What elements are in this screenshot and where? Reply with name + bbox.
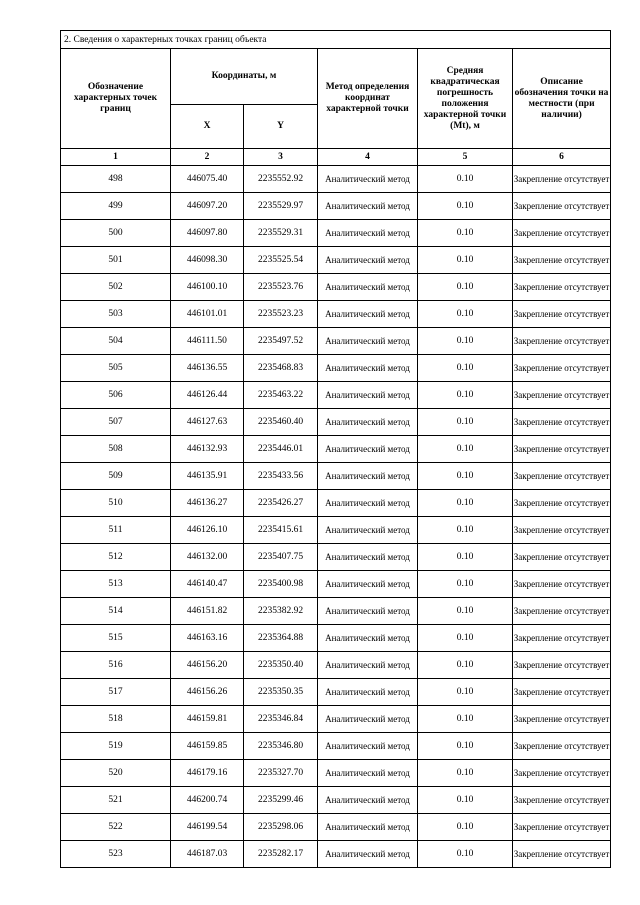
cell-method: Аналитический метод	[318, 247, 418, 274]
table-row	[61, 733, 611, 760]
cell-method: Аналитический метод	[318, 706, 418, 733]
cell-x: 446132.00	[171, 544, 244, 571]
table-row	[61, 706, 611, 733]
table-row	[61, 760, 611, 787]
cell-error: 0.10	[418, 625, 513, 652]
cell-description: Закрепление отсутствует	[513, 787, 611, 814]
cell-description: Закрепление отсутствует	[513, 571, 611, 598]
cell-y: 2235460.40	[244, 409, 318, 436]
cell-method: Аналитический метод	[318, 355, 418, 382]
document-page	[60, 30, 610, 868]
cell-point: 498	[61, 166, 171, 193]
cell-point: 520	[61, 760, 171, 787]
table-row	[61, 463, 611, 490]
cell-y: 2235468.83	[244, 355, 318, 382]
cell-y: 2235529.97	[244, 193, 318, 220]
boundary-points-table	[60, 30, 611, 868]
cell-point: 523	[61, 841, 171, 868]
cell-x: 446179.16	[171, 760, 244, 787]
cell-point: 512	[61, 544, 171, 571]
column-number: 1	[61, 149, 171, 166]
cell-error: 0.10	[418, 166, 513, 193]
cell-point: 517	[61, 679, 171, 706]
cell-description: Закрепление отсутствует	[513, 814, 611, 841]
table-row	[61, 436, 611, 463]
table-row	[61, 247, 611, 274]
cell-point: 508	[61, 436, 171, 463]
cell-x: 446187.03	[171, 841, 244, 868]
cell-point: 511	[61, 517, 171, 544]
table-caption: 2. Сведения о характерных точках границ объекта	[61, 31, 611, 49]
cell-error: 0.10	[418, 841, 513, 868]
cell-error: 0.10	[418, 463, 513, 490]
cell-error: 0.10	[418, 382, 513, 409]
cell-y: 2235525.54	[244, 247, 318, 274]
cell-description: Закрепление отсутствует	[513, 463, 611, 490]
cell-description: Закрепление отсутствует	[513, 247, 611, 274]
cell-x: 446075.40	[171, 166, 244, 193]
cell-point: 504	[61, 328, 171, 355]
table-row	[61, 166, 611, 193]
cell-x: 446136.27	[171, 490, 244, 517]
cell-method: Аналитический метод	[318, 166, 418, 193]
header-point: Обозначение характерных точек границ	[61, 49, 171, 149]
cell-description: Закрепление отсутствует	[513, 382, 611, 409]
cell-point: 519	[61, 733, 171, 760]
cell-method: Аналитический метод	[318, 679, 418, 706]
cell-error: 0.10	[418, 814, 513, 841]
column-number: 3	[244, 149, 318, 166]
cell-error: 0.10	[418, 517, 513, 544]
cell-point: 505	[61, 355, 171, 382]
cell-x: 446097.20	[171, 193, 244, 220]
cell-error: 0.10	[418, 598, 513, 625]
cell-point: 501	[61, 247, 171, 274]
cell-description: Закрепление отсутствует	[513, 328, 611, 355]
table-row	[61, 274, 611, 301]
table-row	[61, 355, 611, 382]
cell-method: Аналитический метод	[318, 544, 418, 571]
cell-method: Аналитический метод	[318, 517, 418, 544]
cell-y: 2235523.76	[244, 274, 318, 301]
cell-method: Аналитический метод	[318, 787, 418, 814]
table-row	[61, 652, 611, 679]
cell-y: 2235497.52	[244, 328, 318, 355]
cell-method: Аналитический метод	[318, 193, 418, 220]
cell-y: 2235433.56	[244, 463, 318, 490]
cell-error: 0.10	[418, 301, 513, 328]
cell-description: Закрепление отсутствует	[513, 625, 611, 652]
cell-x: 446151.82	[171, 598, 244, 625]
cell-error: 0.10	[418, 328, 513, 355]
cell-y: 2235446.01	[244, 436, 318, 463]
cell-method: Аналитический метод	[318, 814, 418, 841]
cell-x: 446101.01	[171, 301, 244, 328]
cell-x: 446159.81	[171, 706, 244, 733]
cell-point: 509	[61, 463, 171, 490]
cell-description: Закрепление отсутствует	[513, 733, 611, 760]
cell-description: Закрепление отсутствует	[513, 544, 611, 571]
cell-y: 2235282.17	[244, 841, 318, 868]
cell-point: 518	[61, 706, 171, 733]
cell-point: 514	[61, 598, 171, 625]
cell-error: 0.10	[418, 652, 513, 679]
cell-y: 2235400.98	[244, 571, 318, 598]
cell-point: 515	[61, 625, 171, 652]
table-row	[61, 328, 611, 355]
cell-error: 0.10	[418, 193, 513, 220]
table-row	[61, 544, 611, 571]
cell-point: 499	[61, 193, 171, 220]
cell-error: 0.10	[418, 220, 513, 247]
cell-description: Закрепление отсутствует	[513, 706, 611, 733]
cell-method: Аналитический метод	[318, 436, 418, 463]
table-row	[61, 220, 611, 247]
table-row	[61, 625, 611, 652]
cell-description: Закрепление отсутствует	[513, 409, 611, 436]
header-y: Y	[244, 105, 318, 149]
cell-method: Аналитический метод	[318, 598, 418, 625]
cell-y: 2235350.40	[244, 652, 318, 679]
cell-point: 521	[61, 787, 171, 814]
cell-y: 2235327.70	[244, 760, 318, 787]
table-row	[61, 598, 611, 625]
column-number: 2	[171, 149, 244, 166]
cell-method: Аналитический метод	[318, 328, 418, 355]
cell-description: Закрепление отсутствует	[513, 760, 611, 787]
cell-method: Аналитический метод	[318, 301, 418, 328]
cell-error: 0.10	[418, 679, 513, 706]
cell-point: 506	[61, 382, 171, 409]
header-description: Описание обозначения точки на местности (при наличии)	[513, 49, 611, 149]
cell-method: Аналитический метод	[318, 841, 418, 868]
table-row	[61, 517, 611, 544]
cell-point: 522	[61, 814, 171, 841]
cell-x: 446127.63	[171, 409, 244, 436]
cell-method: Аналитический метод	[318, 571, 418, 598]
cell-method: Аналитический метод	[318, 220, 418, 247]
cell-method: Аналитический метод	[318, 463, 418, 490]
cell-x: 446156.26	[171, 679, 244, 706]
table-row	[61, 301, 611, 328]
cell-method: Аналитический метод	[318, 274, 418, 301]
cell-error: 0.10	[418, 409, 513, 436]
cell-error: 0.10	[418, 787, 513, 814]
cell-x: 446135.91	[171, 463, 244, 490]
column-number: 5	[418, 149, 513, 166]
table-row	[61, 193, 611, 220]
cell-method: Аналитический метод	[318, 409, 418, 436]
cell-x: 446200.74	[171, 787, 244, 814]
cell-y: 2235298.06	[244, 814, 318, 841]
cell-y: 2235364.88	[244, 625, 318, 652]
cell-y: 2235299.46	[244, 787, 318, 814]
cell-x: 446098.30	[171, 247, 244, 274]
cell-point: 503	[61, 301, 171, 328]
table-row	[61, 679, 611, 706]
cell-x: 446156.20	[171, 652, 244, 679]
cell-y: 2235529.31	[244, 220, 318, 247]
cell-x: 446140.47	[171, 571, 244, 598]
cell-y: 2235523.23	[244, 301, 318, 328]
cell-method: Аналитический метод	[318, 490, 418, 517]
cell-error: 0.10	[418, 490, 513, 517]
cell-error: 0.10	[418, 706, 513, 733]
cell-method: Аналитический метод	[318, 652, 418, 679]
table-row	[61, 490, 611, 517]
cell-error: 0.10	[418, 733, 513, 760]
cell-description: Закрепление отсутствует	[513, 517, 611, 544]
cell-description: Закрепление отсутствует	[513, 490, 611, 517]
cell-point: 513	[61, 571, 171, 598]
cell-method: Аналитический метод	[318, 625, 418, 652]
cell-point: 500	[61, 220, 171, 247]
cell-x: 446199.54	[171, 814, 244, 841]
cell-x: 446100.10	[171, 274, 244, 301]
cell-y: 2235415.61	[244, 517, 318, 544]
cell-y: 2235382.92	[244, 598, 318, 625]
column-number: 4	[318, 149, 418, 166]
cell-method: Аналитический метод	[318, 760, 418, 787]
cell-x: 446126.10	[171, 517, 244, 544]
cell-description: Закрепление отсутствует	[513, 193, 611, 220]
cell-description: Закрепление отсутствует	[513, 274, 611, 301]
header-x: X	[171, 105, 244, 149]
cell-description: Закрепление отсутствует	[513, 598, 611, 625]
cell-y: 2235426.27	[244, 490, 318, 517]
cell-y: 2235407.75	[244, 544, 318, 571]
cell-error: 0.10	[418, 544, 513, 571]
cell-description: Закрепление отсутствует	[513, 436, 611, 463]
cell-x: 446097.80	[171, 220, 244, 247]
cell-point: 502	[61, 274, 171, 301]
table-row	[61, 841, 611, 868]
table-row	[61, 814, 611, 841]
cell-y: 2235350.35	[244, 679, 318, 706]
cell-description: Закрепление отсутствует	[513, 679, 611, 706]
cell-error: 0.10	[418, 355, 513, 382]
cell-error: 0.10	[418, 571, 513, 598]
cell-x: 446159.85	[171, 733, 244, 760]
cell-error: 0.10	[418, 760, 513, 787]
cell-error: 0.10	[418, 247, 513, 274]
cell-description: Закрепление отсутствует	[513, 841, 611, 868]
cell-description: Закрепление отсутствует	[513, 220, 611, 247]
cell-description: Закрепление отсутствует	[513, 652, 611, 679]
cell-y: 2235346.80	[244, 733, 318, 760]
header-error: Средняя квадратическая погрешность положения характерной точки (Mt), м	[418, 49, 513, 149]
column-numbers-row	[61, 149, 611, 166]
cell-error: 0.10	[418, 274, 513, 301]
column-number: 6	[513, 149, 611, 166]
cell-description: Закрепление отсутствует	[513, 166, 611, 193]
cell-method: Аналитический метод	[318, 733, 418, 760]
cell-x: 446126.44	[171, 382, 244, 409]
cell-x: 446136.55	[171, 355, 244, 382]
cell-x: 446111.50	[171, 328, 244, 355]
cell-point: 516	[61, 652, 171, 679]
cell-error: 0.10	[418, 436, 513, 463]
table-row	[61, 382, 611, 409]
cell-x: 446163.16	[171, 625, 244, 652]
cell-point: 510	[61, 490, 171, 517]
header-coordinates: Координаты, м	[171, 49, 318, 105]
cell-description: Закрепление отсутствует	[513, 355, 611, 382]
cell-method: Аналитический метод	[318, 382, 418, 409]
header-method: Метод определения координат характерной точки	[318, 49, 418, 149]
cell-y: 2235463.22	[244, 382, 318, 409]
table-row	[61, 787, 611, 814]
table-row	[61, 409, 611, 436]
cell-x: 446132.93	[171, 436, 244, 463]
cell-description: Закрепление отсутствует	[513, 301, 611, 328]
table-row	[61, 571, 611, 598]
cell-point: 507	[61, 409, 171, 436]
cell-y: 2235346.84	[244, 706, 318, 733]
cell-y: 2235552.92	[244, 166, 318, 193]
